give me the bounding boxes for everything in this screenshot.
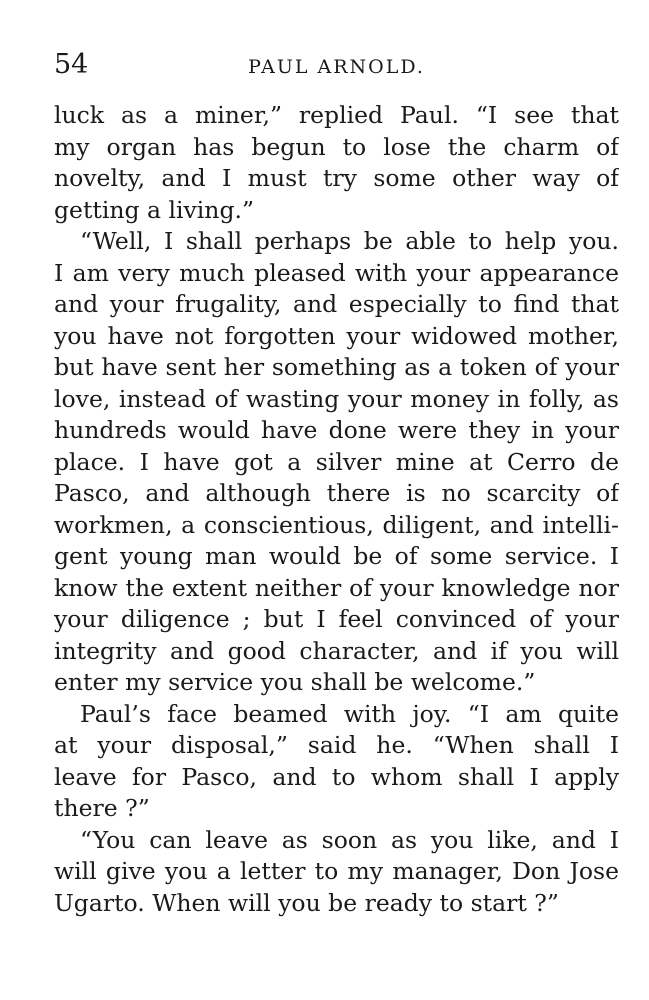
text-line: novelty, and I must try some other way of [54, 164, 619, 192]
text-line: and your frugality, and especially to find that [54, 290, 619, 318]
text-line: your diligence ; but I feel convinced of your [54, 605, 619, 633]
page-header [54, 48, 619, 82]
text-line: getting a living.” [54, 195, 254, 224]
text-line: at your disposal,” said he. “When shall I [54, 731, 619, 759]
page-number: 54 [54, 49, 89, 80]
text-line: enter my service you shall be welcome.” [54, 668, 536, 696]
text-line: will give you a letter to my manager, Don Jose [54, 857, 619, 885]
text-line: “You can leave as soon as you like, and I [80, 825, 619, 854]
text-line: you have not forgotten your widowed mother, [54, 321, 619, 350]
text-line: know the extent neither of your knowledge nor [54, 573, 619, 602]
text-line: Ugarto. When will you be ready to start ?” [54, 888, 559, 917]
text-line: there ?” [54, 794, 150, 822]
text-line: leave for Pasco, and to whom shall I apply [54, 762, 619, 791]
text-line: gent young man would be of some service. I [54, 542, 619, 570]
text-line: Pasco, and although there is no scarcity of [54, 479, 619, 507]
text-line: my organ has begun to lose the charm of [54, 132, 619, 161]
text-line: “Well, I shall perhaps be able to help you. [80, 227, 619, 255]
text-line: workmen, a conscientious, diligent, and intelli- [54, 510, 619, 539]
text-line: love, instead of wasting your money in folly, as [54, 384, 619, 413]
text-line: place. I have got a silver mine at Cerro de [54, 447, 619, 476]
text-line: but have sent her something as a token of your [54, 353, 619, 381]
running-head: PAUL ARNOLD. [248, 56, 425, 78]
text-line: I am very much pleased with your appearance [54, 258, 619, 287]
text-line: luck as a miner,” replied Paul. “I see that [54, 101, 619, 129]
text-line: hundreds would have done were they in your [54, 416, 619, 444]
text-line: integrity and good character, and if you will [54, 636, 619, 665]
text-line: Paul’s face beamed with joy. “I am quite [80, 699, 619, 728]
body-text [54, 100, 619, 919]
